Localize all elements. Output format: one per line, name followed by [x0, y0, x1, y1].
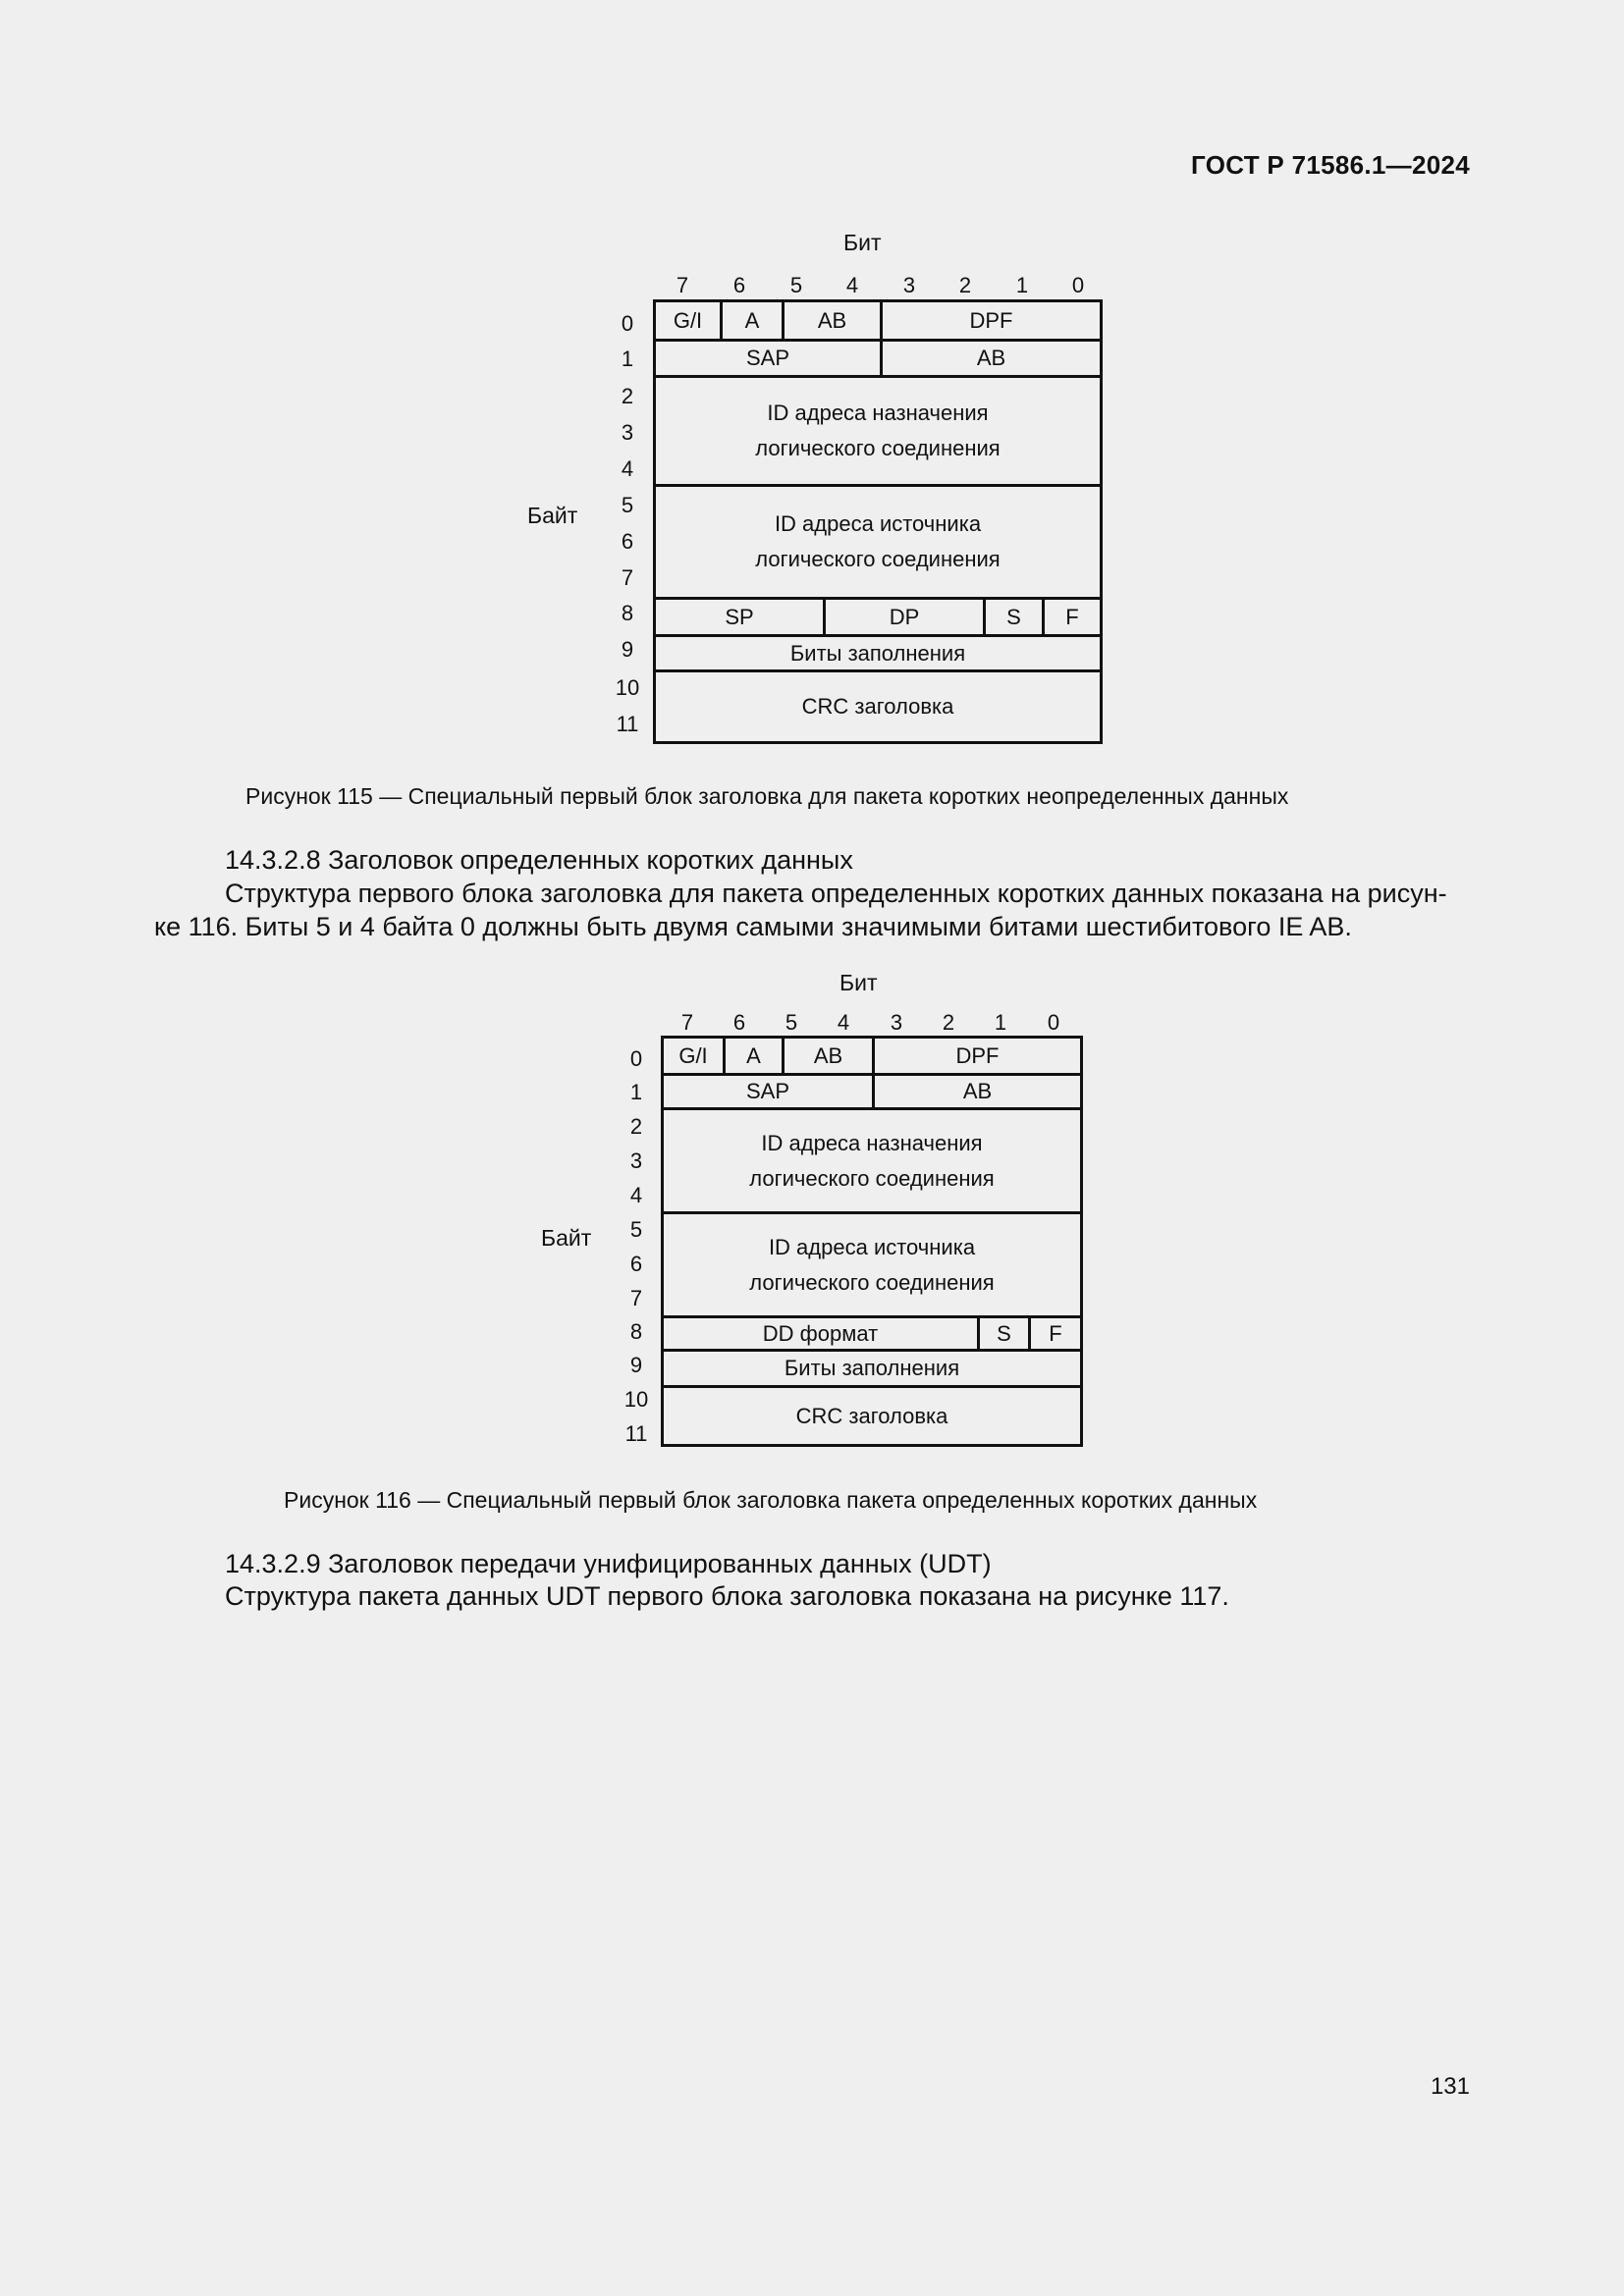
byte-number: 3 [629, 1148, 643, 1173]
field-text: логического соединения [749, 1269, 995, 1295]
byte-number: 11 [616, 712, 639, 736]
byte-number: 5 [621, 493, 634, 517]
field-text: логического соединения [755, 436, 1001, 460]
field-a: A [720, 302, 782, 339]
bit-number: 6 [732, 1010, 746, 1035]
field-padding-bits: Биты заполнения [656, 634, 1100, 669]
field-destination-id [664, 1107, 1080, 1211]
field-a: A [723, 1039, 782, 1073]
field-text: логического соединения [749, 1165, 995, 1191]
byte-number: 8 [621, 601, 634, 625]
bit-number: 1 [994, 1010, 1007, 1035]
field-text: ID адреса источника [768, 1234, 976, 1259]
field-gi: G/I [678, 1042, 708, 1068]
byte-axis-label: Байт [527, 503, 578, 528]
byte-number: 5 [629, 1217, 643, 1242]
field-ab: AB [872, 1073, 1080, 1107]
field-s: S [977, 1315, 1028, 1349]
field-source-id [656, 484, 1100, 597]
byte-number: 4 [621, 456, 634, 481]
field-sp: SP [656, 597, 823, 634]
bit-axis-label: Бит [839, 970, 878, 995]
field-text: логического соединения [755, 547, 1001, 571]
field-s: S [983, 597, 1042, 634]
bit-number: 4 [837, 1010, 850, 1035]
paragraph-line: Структура первого блока заголовка для пакета определенных коротких данных показана на рисун- [225, 879, 1447, 908]
bit-number: 0 [1071, 273, 1085, 297]
byte-number: 2 [629, 1114, 643, 1139]
header-block-grid [661, 1036, 1083, 1447]
field-dpf: DPF [872, 1039, 1080, 1073]
bit-number: 2 [958, 273, 972, 297]
byte-number: 6 [629, 1252, 643, 1276]
bit-number: 5 [785, 1010, 798, 1035]
page-number: 131 [1430, 2073, 1470, 2100]
byte-axis-label: Байт [541, 1225, 592, 1251]
byte-number: 3 [621, 420, 634, 445]
bit-number: 4 [845, 273, 859, 297]
byte-number: 1 [621, 347, 634, 371]
byte-number: 7 [621, 565, 634, 590]
field-dd-format: DD формат [664, 1315, 977, 1349]
field-padding-bits: Биты заполнения [664, 1349, 1080, 1385]
bit-number: 2 [942, 1010, 955, 1035]
byte-number: 11 [624, 1421, 648, 1446]
field-sap: SAP [664, 1073, 872, 1107]
bit-axis-label: Бит [843, 230, 882, 255]
byte-number: 2 [621, 384, 634, 408]
figure-caption: Рисунок 115 — Специальный первый блок заголовка для пакета коротких неопределенных данных [245, 783, 1289, 809]
byte-number: 8 [629, 1319, 643, 1344]
bit-number: 1 [1015, 273, 1029, 297]
field-ab: AB [880, 339, 1100, 375]
byte-number: 4 [629, 1183, 643, 1207]
field-text: ID адреса назначения [767, 400, 989, 425]
section-heading: 14.3.2.9 Заголовок передачи унифицированных данных (UDT) [225, 1549, 992, 1578]
paragraph-line: ке 116. Биты 5 и 4 байта 0 должны быть двумя самыми значимыми битами шестибитового IE AB. [154, 912, 1352, 941]
bit-number: 6 [732, 273, 746, 297]
field-dp: DP [823, 597, 983, 634]
bit-number: 5 [789, 273, 803, 297]
field-ab: AB [782, 1039, 872, 1073]
byte-number: 6 [621, 529, 634, 554]
byte-number: 9 [621, 637, 634, 662]
field-text: ID адреса источника [774, 511, 982, 536]
field-f: F [1028, 1315, 1080, 1349]
field-source-id [664, 1211, 1080, 1315]
bit-number: 0 [1047, 1010, 1060, 1035]
field-gi: G/I [673, 307, 703, 333]
field-destination-id [656, 375, 1100, 484]
bit-number: 3 [902, 273, 916, 297]
field-f: F [1042, 597, 1100, 634]
field-header-crc: CRC заголовка [656, 669, 1100, 741]
field-ab: AB [782, 302, 880, 339]
field-header-crc: CRC заголовка [664, 1385, 1080, 1444]
field-sap: SAP [656, 339, 880, 375]
header-block-grid [653, 299, 1103, 744]
section-heading: 14.3.2.8 Заголовок определенных коротких данных [225, 845, 853, 875]
byte-number: 1 [629, 1080, 643, 1104]
byte-number: 0 [621, 311, 634, 336]
field-dpf: DPF [880, 302, 1100, 339]
field-text: ID адреса назначения [761, 1130, 983, 1155]
byte-number: 9 [629, 1353, 643, 1377]
paragraph-line: Структура пакета данных UDT первого блока заголовка показана на рисунке 117. [225, 1581, 1229, 1611]
figure-caption: Рисунок 116 — Специальный первый блок заголовка пакета определенных коротких данных [284, 1487, 1258, 1513]
byte-number: 7 [629, 1286, 643, 1310]
byte-number: 10 [623, 1387, 649, 1412]
byte-number: 0 [629, 1046, 643, 1071]
byte-number: 10 [615, 675, 640, 700]
bit-number: 7 [676, 273, 689, 297]
standard-header: ГОСТ Р 71586.1—2024 [1191, 150, 1470, 180]
bit-number: 3 [890, 1010, 903, 1035]
bit-number: 7 [680, 1010, 694, 1035]
